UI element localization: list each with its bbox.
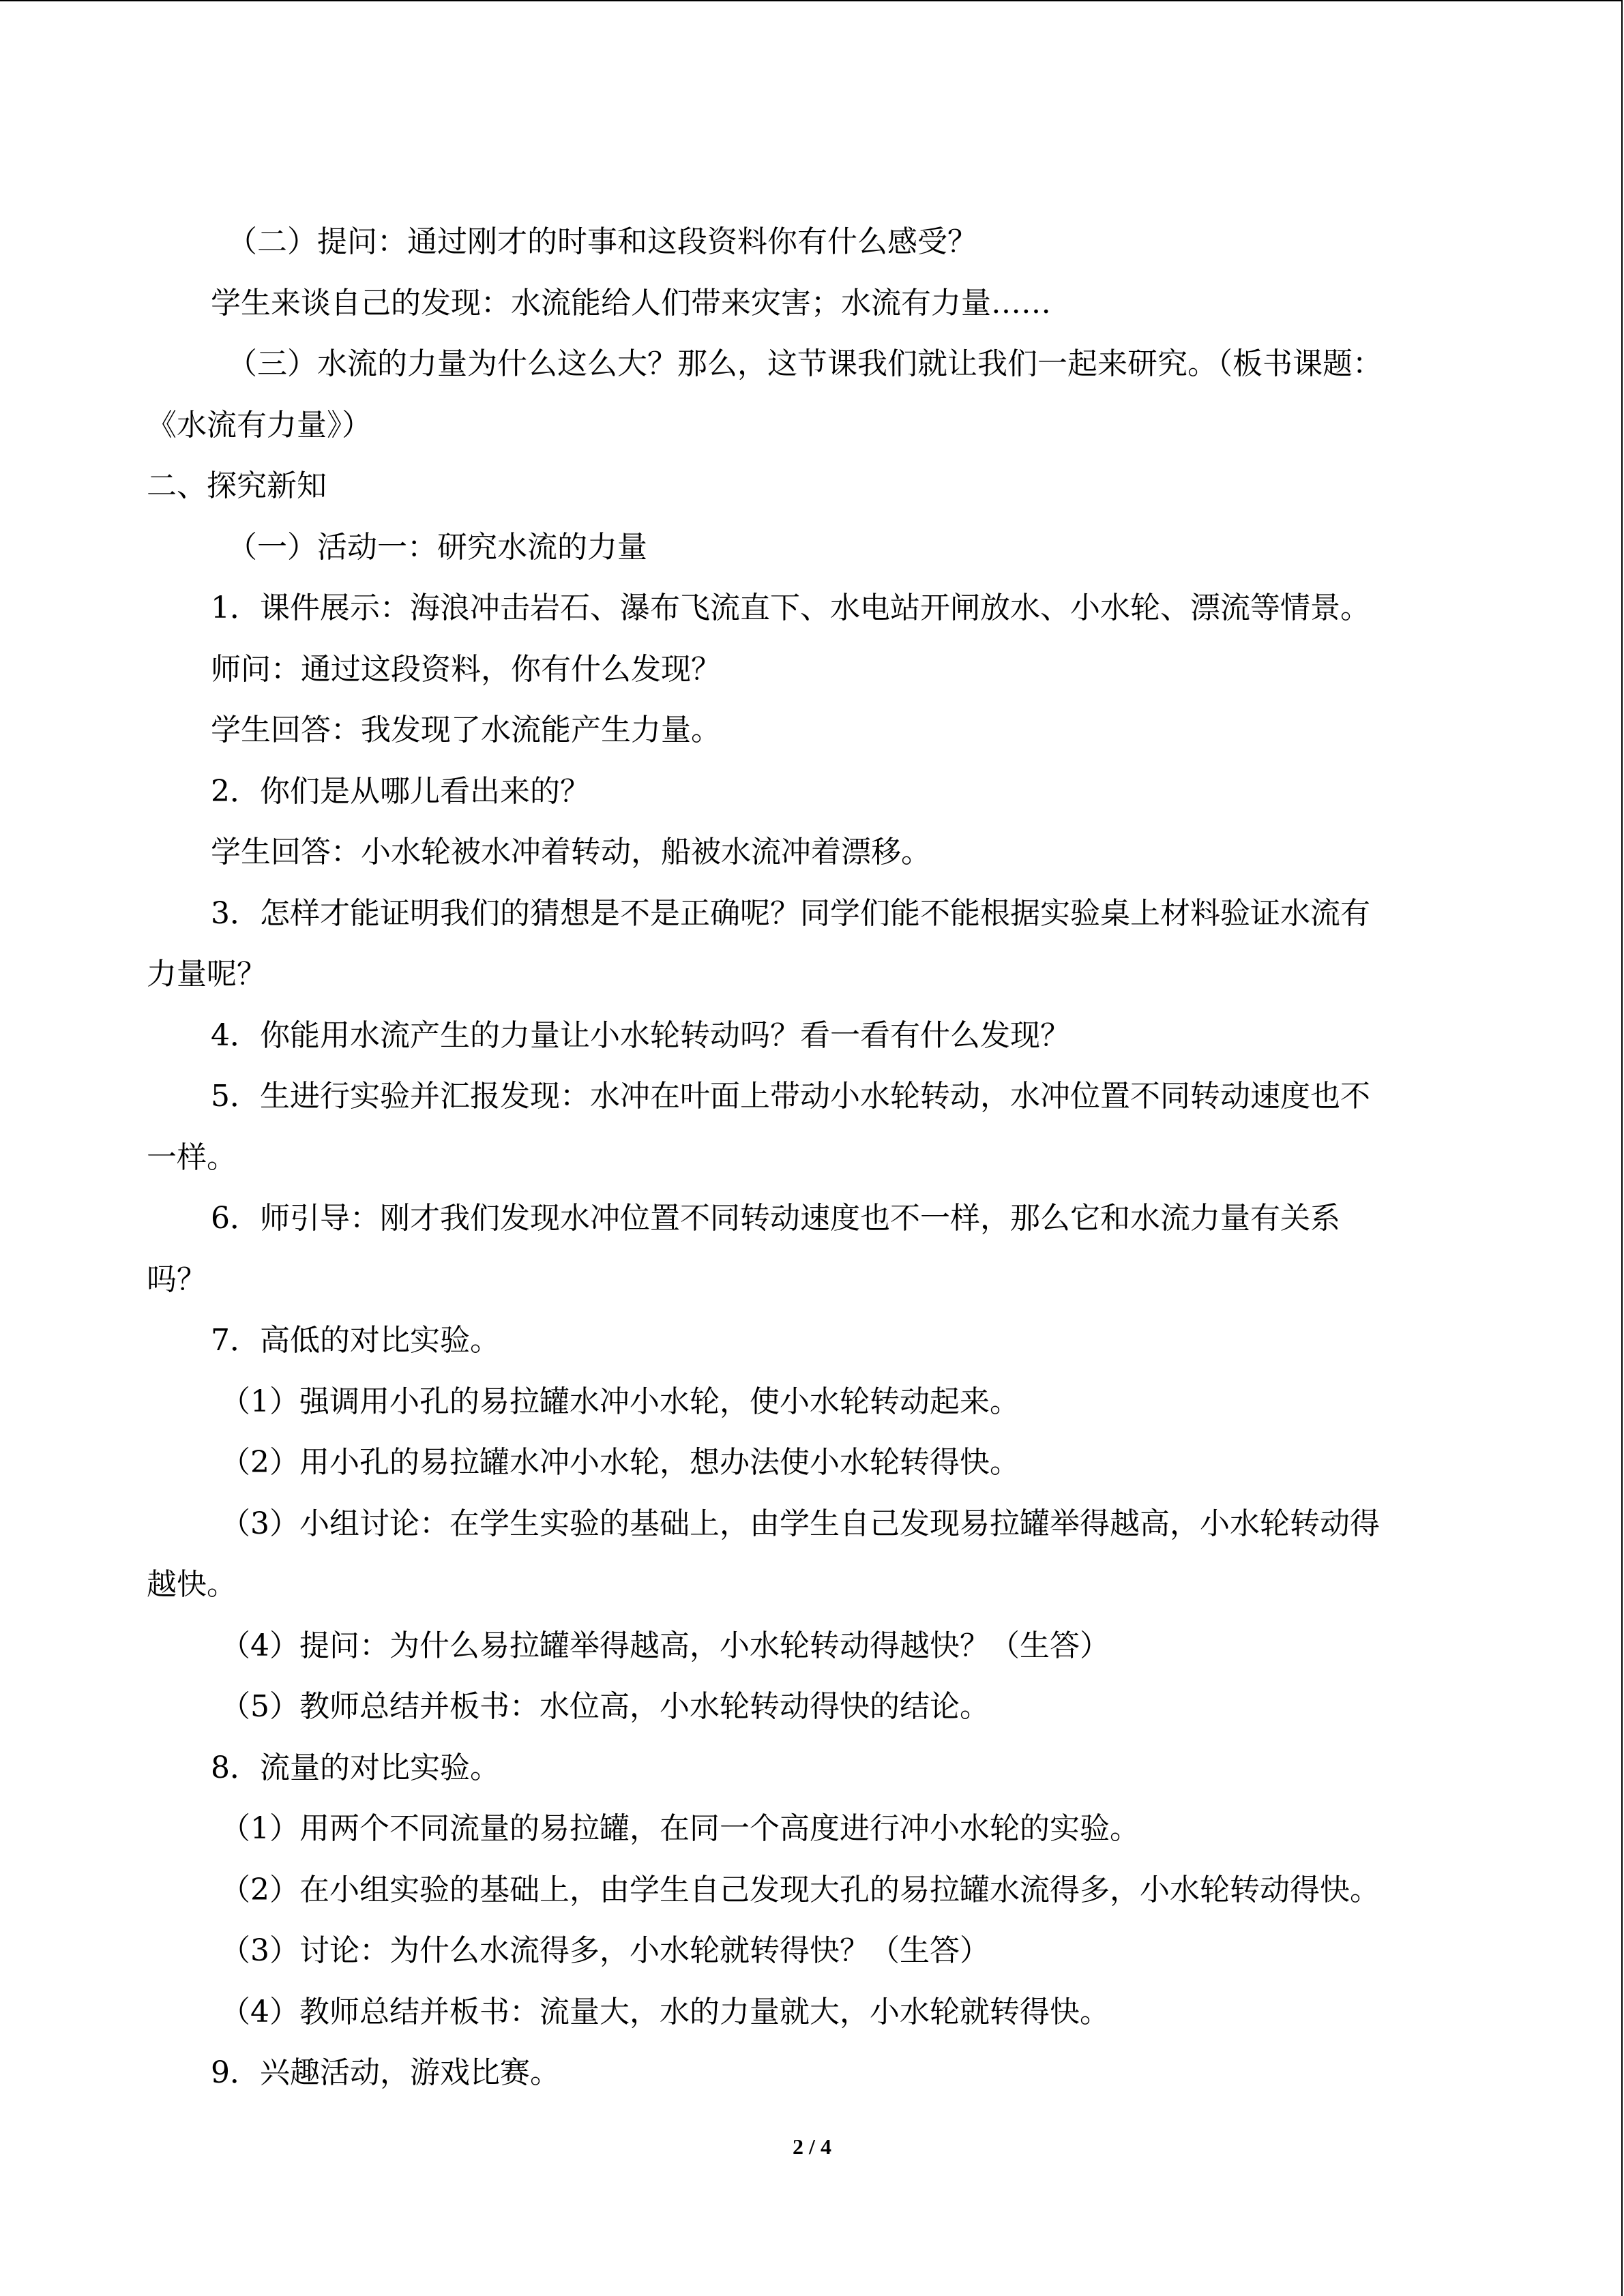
list-item-9: 9．兴趣活动，游戏比赛。 [211, 2055, 560, 2090]
sub-item-7-2: （2）用小孔的易拉罐水冲小水轮，想办法使小水轮转得快。 [220, 1445, 1020, 1480]
paragraph-lesson-title: 《水流有力量》） [147, 407, 372, 443]
paragraph-student-discovery: 学生来谈自己的发现：水流能给人们带来灾害；水流有力量…… [211, 285, 1051, 320]
list-item-4: 4．你能用水流产生的力量让小水轮转动吗？看一看有什么发现？ [211, 1017, 1070, 1053]
activity-one-heading: （一）活动一：研究水流的力量 [227, 529, 647, 565]
list-item-3: 3．怎样才能证明我们的猜想是不是正确呢？同学们能不能根据实验桌上材料验证水流有 [211, 895, 1370, 931]
list-item-1: 1．课件展示：海浪冲击岩石、瀑布飞流直下、水电站开闸放水、小水轮、漂流等情景。 [211, 591, 1370, 625]
sub-item-7-3-continued: 越快。 [147, 1567, 237, 1602]
list-item-8: 8．流量的对比实验。 [211, 1750, 500, 1785]
list-item-2: 2．你们是从哪儿看出来的？ [211, 773, 590, 809]
sub-item-8-4: （4）教师总结并板书：流量大，水的力量就大，小水轮就转得快。 [220, 1994, 1110, 2029]
paragraph-teacher-question: 师问：通过这段资料，你有什么发现？ [211, 651, 721, 687]
paragraph-ask-feelings: （二）提问：通过刚才的时事和这段资料你有什么感受？ [227, 224, 977, 259]
list-item-6: 6．师引导：刚才我们发现水冲位置不同转动速度也不一样，那么它和水流力量有关系 [211, 1201, 1340, 1236]
sub-item-8-2: （2）在小组实验的基础上，由学生自己发现大孔的易拉罐水流得多，小水轮转动得快。 [220, 1872, 1380, 1907]
page-number: 2 / 4 [793, 2134, 831, 2159]
paragraph-why-water-strong: （三）水流的力量为什么这么大？那么，这节课我们就让我们一起来研究。（板书课题： [227, 346, 1383, 381]
list-item-3-continued: 力量呢？ [147, 957, 267, 992]
paragraph-student-answer-1: 学生回答：我发现了水流能产生力量。 [211, 713, 721, 747]
paragraph-student-answer-2: 学生回答：小水轮被水冲着转动，船被水流冲着漂移。 [211, 835, 931, 869]
list-item-5: 5．生进行实验并汇报发现：水冲在叶面上带动小水轮转动，水冲位置不同转动速度也不 [211, 1079, 1370, 1114]
list-item-7: 7．高低的对比实验。 [211, 1323, 500, 1358]
document-body [147, 211, 1483, 2104]
sub-item-7-3: （3）小组讨论：在学生实验的基础上，由学生自己发现易拉罐举得越高，小水轮转动得 [220, 1506, 1380, 1541]
section-heading-explore: 二、探究新知 [147, 468, 327, 503]
sub-item-7-1: （1）强调用小孔的易拉罐水冲小水轮，使小水轮转动起来。 [220, 1384, 1020, 1419]
list-item-6-continued: 吗？ [147, 1262, 207, 1297]
sub-item-8-1: （1）用两个不同流量的易拉罐，在同一个高度进行冲小水轮的实验。 [220, 1811, 1140, 1846]
list-item-5-continued: 一样。 [147, 1139, 237, 1175]
sub-item-7-4: （4）提问：为什么易拉罐举得越高，小水轮转动得越快？（生答） [220, 1628, 1110, 1663]
sub-item-8-3: （3）讨论：为什么水流得多，小水轮就转得快？（生答） [220, 1933, 990, 1968]
sub-item-7-5: （5）教师总结并板书：水位高，小水轮转动得快的结论。 [220, 1689, 990, 1724]
